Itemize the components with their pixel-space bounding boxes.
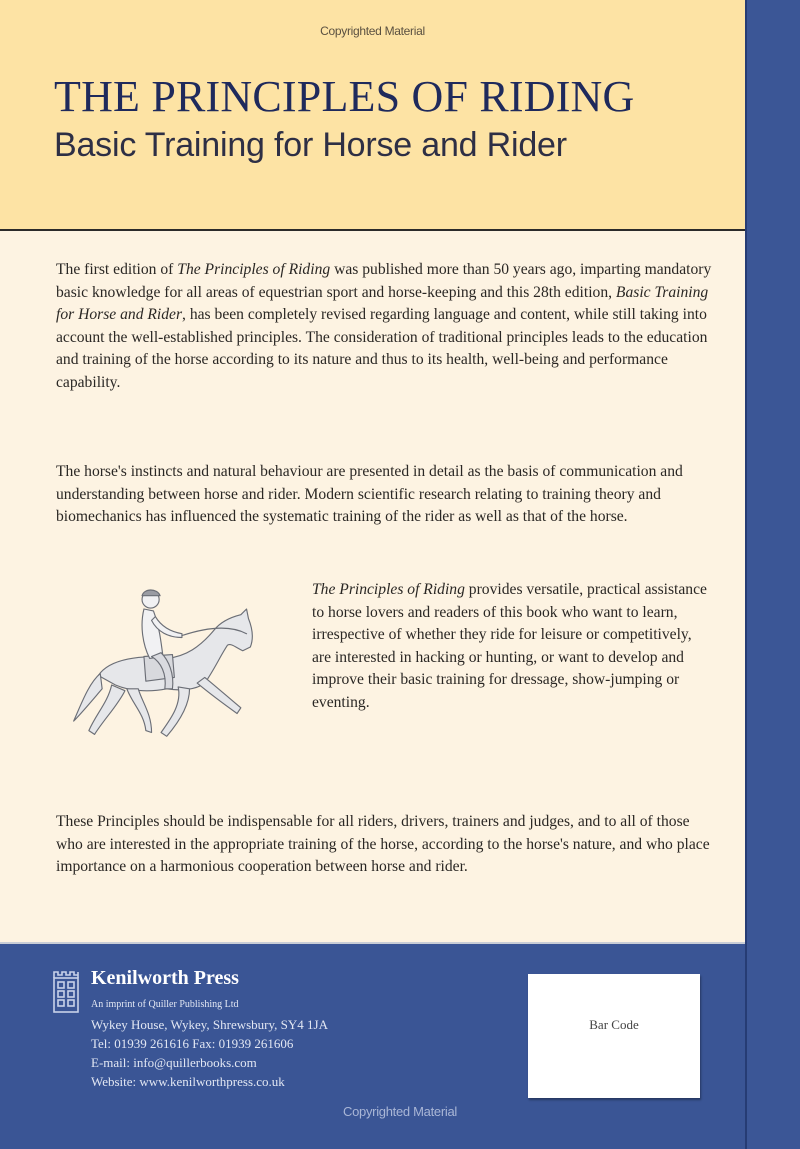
italic-title-ref: The Principles of Riding bbox=[177, 261, 331, 278]
publisher-footer bbox=[0, 944, 745, 1149]
blurb-paragraph-3 bbox=[312, 579, 712, 715]
blurb-panel bbox=[0, 231, 745, 944]
copyright-notice-top: Copyrighted Material bbox=[320, 24, 425, 38]
publisher-name: Kenilworth Press bbox=[91, 967, 239, 989]
blurb-paragraph-4 bbox=[56, 811, 716, 879]
publisher-website: Website: www.kenilworthpress.co.uk bbox=[91, 1074, 285, 1089]
paragraph-text: was published more than 50 years ago, imparting mandatory basic knowledge for all areas of equestrian sport and horse-keeping and this 28th edition, bbox=[56, 261, 712, 301]
book-subtitle: Basic Training for Horse and Rider bbox=[54, 126, 567, 164]
copyright-notice-bottom: Copyrighted Material bbox=[343, 1104, 457, 1119]
paragraph-text: The horse's instincts and natural behaviour are presented in detail as the basis of communication and understanding between horse and rider. Modern scientific research relating to training theory and biomechanics has influenced the systematic training of the rider as well as that of the horse. bbox=[56, 463, 683, 526]
paragraph-text: provides versatile, practical assistance to horse lovers and readers of this book who want to learn, irrespective of whether they ride for leisure or competitively, are interested in hacking or hunting, or want to develop and improve their basic training for dressage, show-jumping or eventing. bbox=[312, 581, 707, 711]
horse-and-rider-illustration bbox=[52, 571, 272, 761]
italic-title-ref: The Principles of Riding bbox=[312, 581, 465, 598]
barcode-placeholder bbox=[528, 974, 700, 1098]
cover-header bbox=[0, 0, 745, 231]
barcode-label: Bar Code bbox=[589, 1017, 639, 1032]
paragraph-text: , has been completely revised regarding language and content, while still taking into account the well-established principles. The consideration of traditional principles leads to the education and training of the horse according to its nature and thus to its health, well-being and performance capability. bbox=[56, 306, 708, 391]
paragraph-text: These Principles should be indispensable for all riders, drivers, trainers and judges, and to all of those who are interested in the appropriate training of the horse, according to the horse's nature, and who place importance on a harmonious cooperation between horse and rider. bbox=[56, 813, 710, 876]
blurb-paragraph-2 bbox=[56, 461, 716, 529]
imprint-line: An imprint of Quiller Publishing Ltd bbox=[91, 999, 239, 1010]
paragraph-text: The first edition of bbox=[56, 261, 178, 278]
publisher-email: E-mail: info@quillerbooks.com bbox=[91, 1055, 257, 1070]
castle-tower-icon bbox=[52, 970, 80, 1014]
blurb-paragraph-1 bbox=[56, 259, 716, 395]
book-title: THE PRINCIPLES OF RIDING bbox=[54, 72, 635, 121]
publisher-phone-fax: Tel: 01939 261616 Fax: 01939 261606 bbox=[91, 1036, 294, 1051]
book-spine-edge bbox=[745, 0, 800, 1149]
publisher-address: Wykey House, Wykey, Shrewsbury, SY4 1JA bbox=[91, 1017, 328, 1032]
italic-title-ref: Basic Training for Horse and Rider bbox=[56, 283, 709, 324]
